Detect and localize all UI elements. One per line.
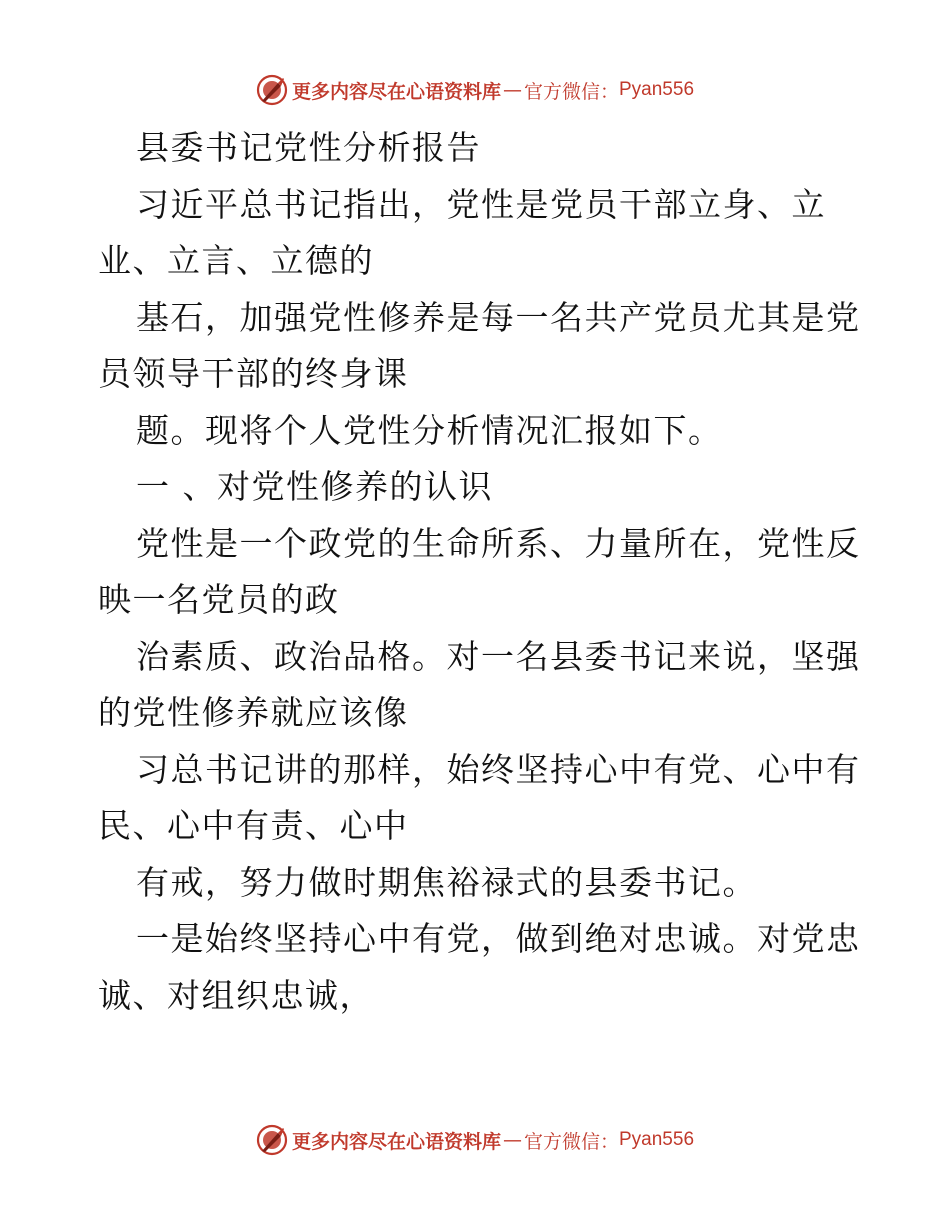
quill-seal-icon xyxy=(256,74,288,106)
paragraph-line: 有戒，努力做时期焦裕禄式的县委书记。 xyxy=(136,862,757,902)
paragraph-line: 基石，加强党性修养是每一名共产党员尤其是党 xyxy=(136,297,861,337)
footer-wechat-id: Pyan556 xyxy=(619,1129,695,1150)
paragraph-line: 民、心中有责、心中 xyxy=(98,806,409,845)
header-banner-text: 更多内容尽在心语资料库 xyxy=(291,80,501,103)
paragraph-line: 习近平总书记指出，党性是党员干部立身、立 xyxy=(136,184,826,224)
footer-wechat-label: 官方微信： xyxy=(523,1130,619,1153)
document-title: 县委书记党性分析报告 xyxy=(136,128,481,167)
header-banner xyxy=(0,70,950,110)
paragraph-line: 员领导干部的终身课 xyxy=(98,354,409,393)
paragraph-line: 党性是一个政党的生命所系、力量所在，党性反 xyxy=(136,523,861,563)
paragraph-line: 诚、对组织忠诚， xyxy=(98,975,374,1015)
header-banner-separator: — xyxy=(502,79,522,101)
footer-banner xyxy=(0,1120,950,1160)
header-wechat-label: 官方微信： xyxy=(523,80,619,103)
quill-seal-icon xyxy=(256,1124,288,1156)
paragraph-line: 习总书记讲的那样，始终坚持心中有党、心中有 xyxy=(136,749,861,789)
paragraph-line: 题。现将个人党性分析情况汇报如下。 xyxy=(136,410,723,450)
paragraph-line: 治素质、政治品格。对一名县委书记来说，坚强 xyxy=(136,636,861,676)
header-wechat-id: Pyan556 xyxy=(619,79,695,100)
document-body xyxy=(98,120,861,1024)
paragraph-line: 一是始终坚持心中有党，做到绝对忠诚。对党忠 xyxy=(136,919,861,958)
paragraph-line: 映一名党员的政 xyxy=(98,580,340,619)
footer-banner-text: 更多内容尽在心语资料库 xyxy=(291,1130,501,1153)
paragraph-line: 的党性修养就应该像 xyxy=(98,693,409,732)
paragraph-line: 业、立言、立德的 xyxy=(98,241,374,280)
section-heading: 一 、对党性修养的认识 xyxy=(136,467,493,506)
footer-banner-separator: — xyxy=(502,1129,522,1151)
